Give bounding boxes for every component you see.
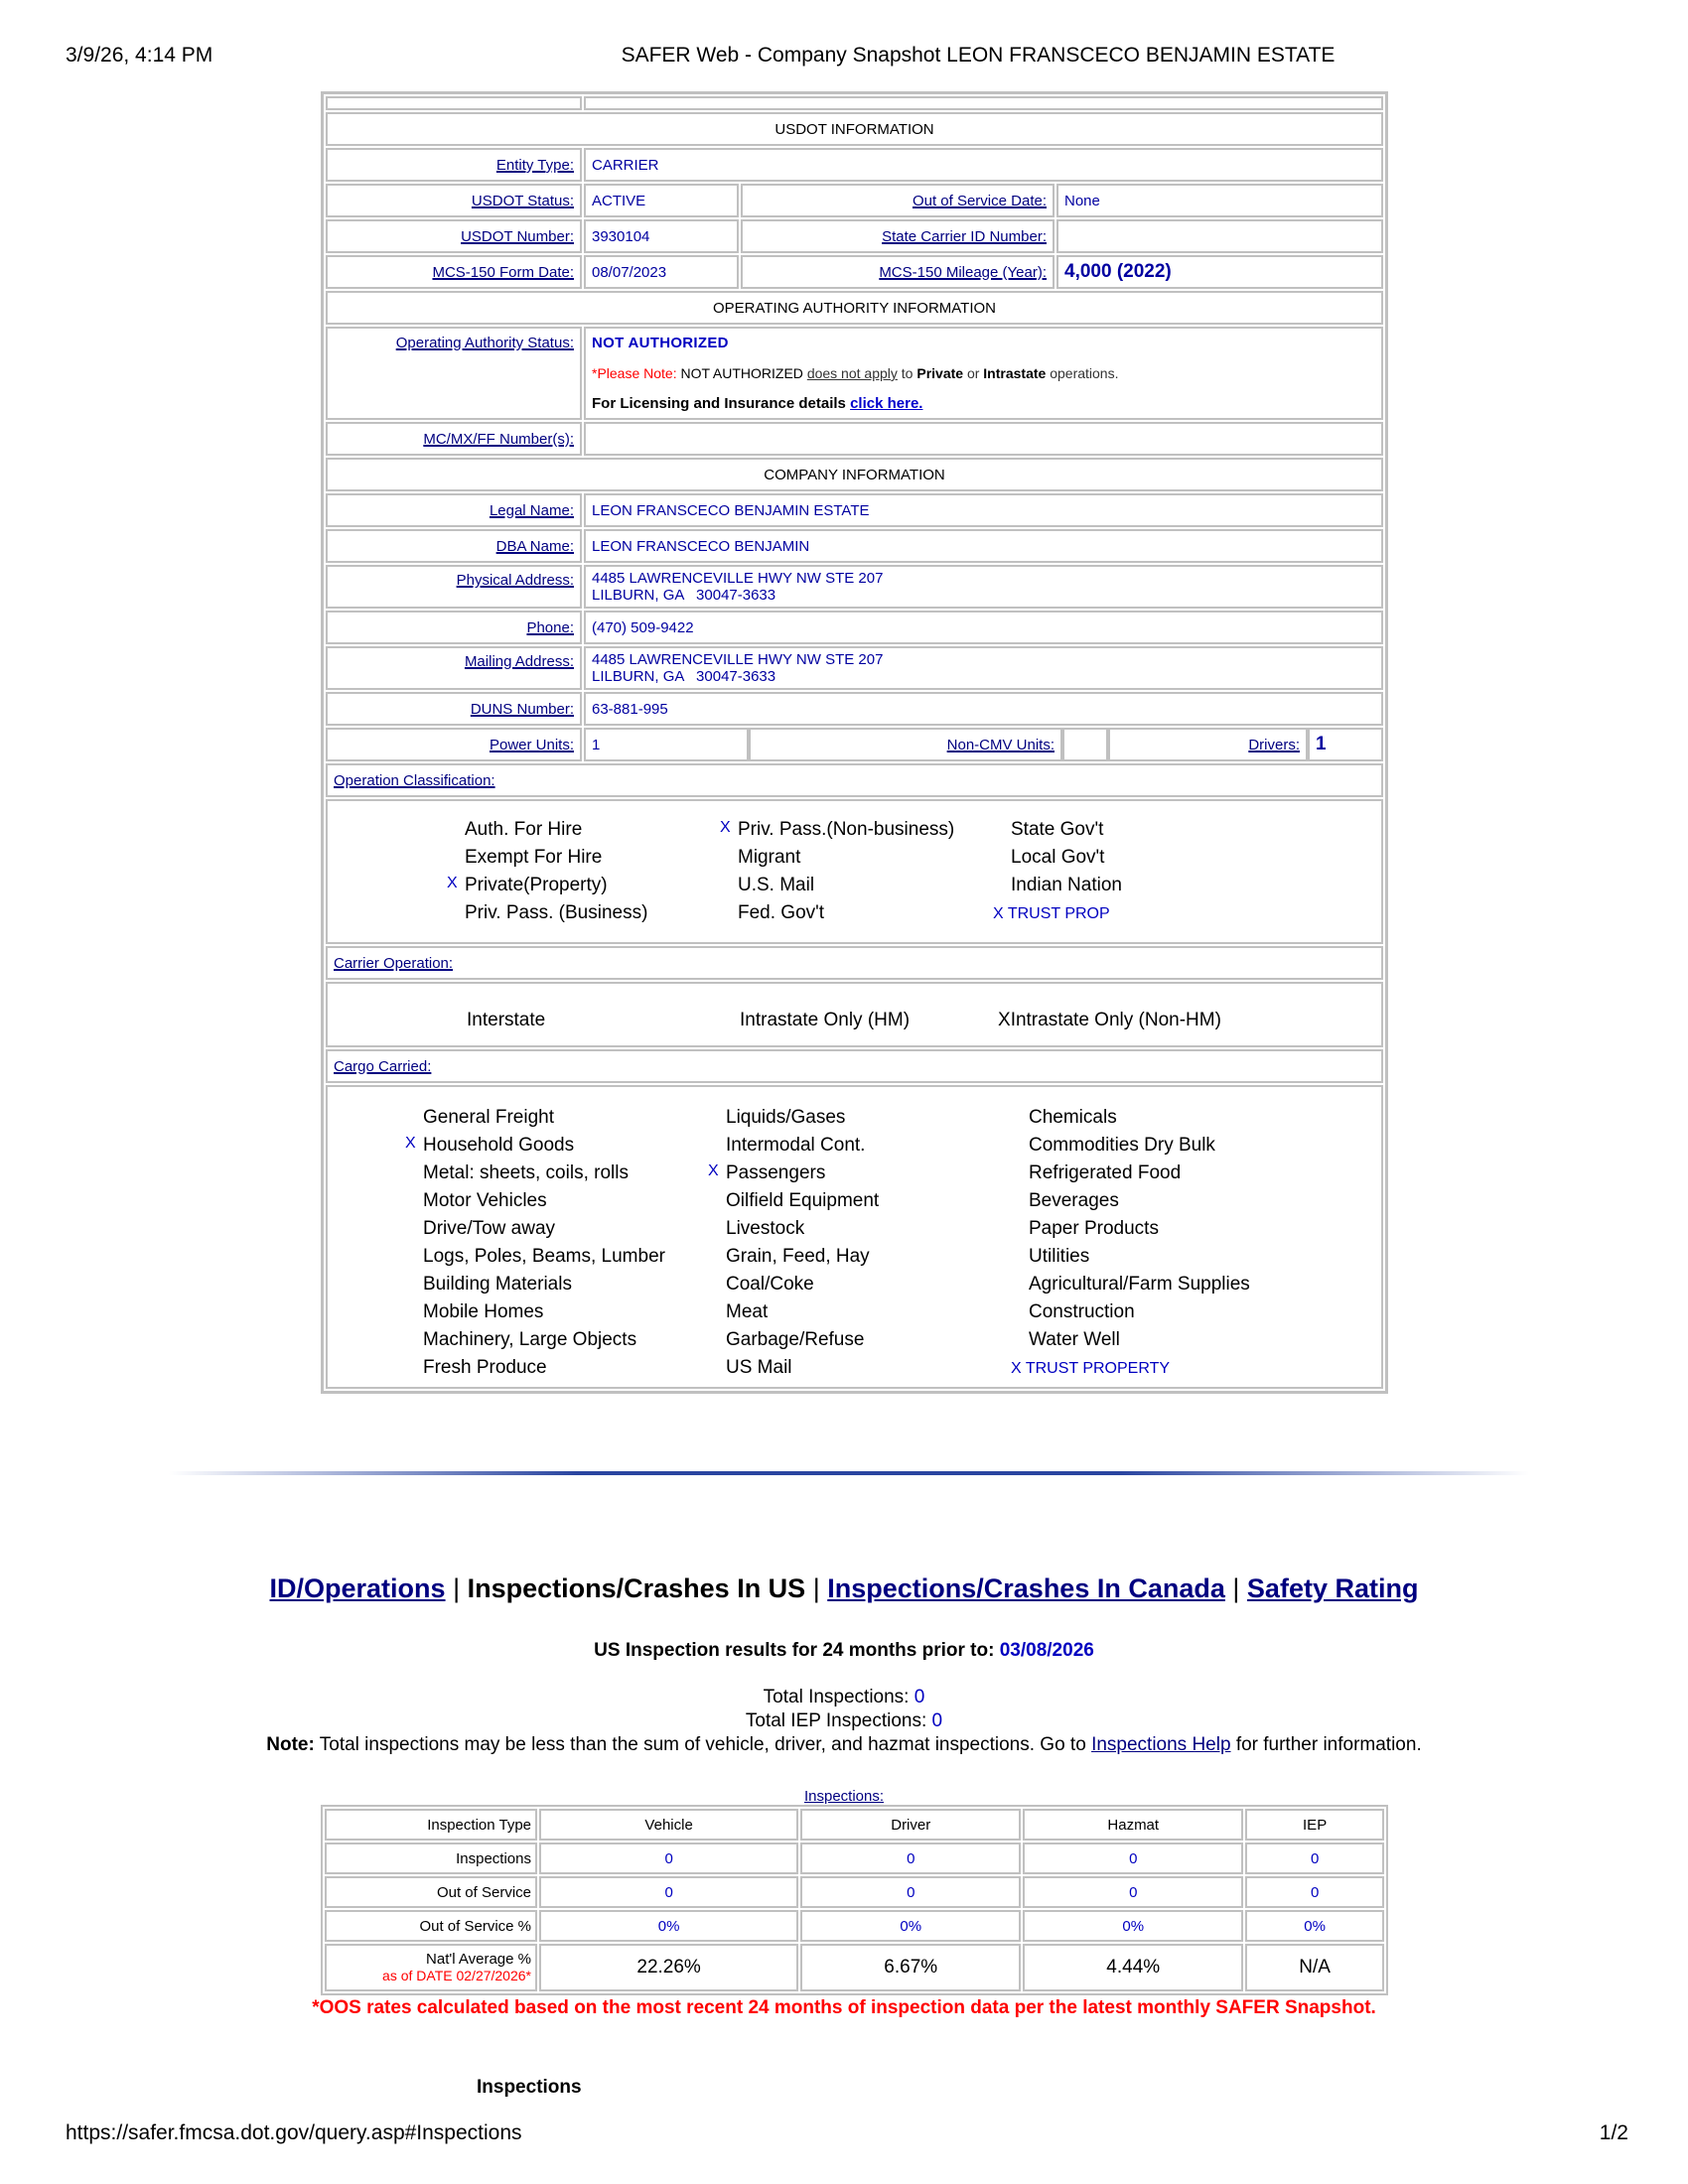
item-label: Passengers	[726, 1162, 826, 1183]
checked-mark-icon: X	[708, 1162, 719, 1179]
cargo-item	[708, 1162, 1011, 1184]
item-label: Building Materials	[423, 1274, 572, 1295]
usdot-section-title: USDOT INFORMATION	[326, 112, 1383, 146]
operation-classification-item	[447, 875, 720, 896]
col-header: Inspection Type	[325, 1809, 537, 1841]
cargo-item	[708, 1329, 1011, 1351]
cargo-item	[708, 1135, 1011, 1157]
nav-inspections-canada[interactable]: Inspections/Crashes In Canada	[827, 1573, 1225, 1603]
item-label: X TRUST PROPERTY	[1011, 1360, 1171, 1377]
does-not-apply-link[interactable]: does not apply	[806, 365, 898, 381]
authority-section-title: OPERATING AUTHORITY INFORMATION	[326, 291, 1383, 325]
item-label: X TRUST PROP	[993, 905, 1110, 922]
cargo-item	[1011, 1135, 1314, 1157]
mcs150-mileage-value: 4,000 (2022)	[1056, 255, 1383, 289]
operation-classification-list	[328, 801, 1381, 942]
item-label: Logs, Poles, Beams, Lumber	[423, 1246, 665, 1267]
item-label: U.S. Mail	[738, 875, 815, 895]
item-label: US Mail	[726, 1357, 792, 1378]
carrier-operation-item	[467, 1010, 740, 1031]
company-section-title: COMPANY INFORMATION	[326, 458, 1383, 491]
natl-average-row: Nat'l Average % as of DATE 02/27/2026* 22.26% 6.67% 4.44% N/A	[325, 1944, 1384, 1991]
cargo-carried-label[interactable]: Cargo Carried:	[334, 1057, 432, 1075]
cargo-item	[1011, 1218, 1314, 1240]
table-row: Inspections 0 0 0 0	[325, 1843, 1384, 1874]
duns-number-value: 63-881-995	[584, 692, 1383, 726]
nav-safety-rating[interactable]: Safety Rating	[1246, 1573, 1419, 1603]
operation-classification-item	[447, 902, 720, 924]
print-url: https://safer.fmcsa.dot.gov/query.asp#Inspections	[66, 2121, 522, 2144]
nav-inspections-us: Inspections/Crashes In US	[467, 1573, 806, 1603]
cargo-item	[405, 1357, 708, 1379]
dba-name-value: LEON FRANSCECO BENJAMIN	[584, 529, 1383, 563]
item-label: Interstate	[467, 1010, 546, 1030]
usdot-status-label[interactable]: USDOT Status:	[471, 192, 574, 209]
cargo-item	[405, 1107, 708, 1129]
item-label: Coal/Coke	[726, 1274, 814, 1295]
state-carrier-id-value	[1056, 219, 1383, 253]
non-cmv-units-value	[1060, 730, 1110, 759]
carrier-operation-label[interactable]: Carrier Operation:	[334, 954, 454, 972]
col-header: Vehicle	[539, 1809, 798, 1841]
cargo-item	[708, 1357, 1011, 1379]
inspections-caption-link[interactable]: Inspections:	[803, 1788, 885, 1805]
item-label: Metal: sheets, coils, rolls	[423, 1162, 629, 1183]
checked-mark-icon: X	[998, 1010, 1011, 1030]
usdot-number-label[interactable]: USDOT Number:	[461, 227, 574, 245]
operation-classification-item	[993, 819, 1266, 841]
non-cmv-units-label[interactable]: Non-CMV Units:	[946, 736, 1055, 753]
item-label: Water Well	[1029, 1329, 1120, 1350]
item-label: General Freight	[423, 1107, 555, 1128]
col-header: Hazmat	[1023, 1809, 1243, 1841]
item-label: Drive/Tow away	[423, 1218, 556, 1239]
print-page-title: SAFER Web - Company Snapshot LEON FRANSCECO BENJAMIN ESTATE	[621, 44, 1336, 67]
print-datetime: 3/9/26, 4:14 PM	[66, 44, 213, 67]
operation-classification-item	[993, 847, 1266, 869]
oos-date-value: None	[1056, 184, 1383, 217]
item-label: Priv. Pass.(Non-business)	[738, 819, 955, 840]
cargo-item	[405, 1274, 708, 1296]
checked-mark-icon: X	[405, 1135, 416, 1152]
oos-date-label[interactable]: Out of Service Date:	[912, 192, 1047, 209]
item-label: Migrant	[738, 847, 801, 868]
item-label: Grain, Feed, Hay	[726, 1246, 870, 1267]
total-inspections: Total Inspections: 0	[763, 1687, 925, 1707]
entity-type-label[interactable]: Entity Type:	[495, 156, 574, 174]
cargo-item	[405, 1162, 708, 1184]
cargo-item	[405, 1246, 708, 1268]
cargo-item	[708, 1301, 1011, 1323]
cargo-item	[1011, 1107, 1314, 1129]
col-header: Driver	[800, 1809, 1021, 1841]
mailing-address-value: 4485 LAWRENCEVILLE HWY NW STE 207 LILBURN, GA 30047-3633	[584, 646, 1383, 690]
carrier-operation-item	[740, 1010, 998, 1031]
operation-classification-item	[720, 847, 993, 869]
cargo-item	[1011, 1274, 1314, 1296]
mc-number-value	[584, 422, 1383, 456]
item-label: Exempt For Hire	[465, 847, 603, 868]
usdot-number-value: 3930104	[584, 219, 739, 253]
print-page-number: 1/2	[1599, 2121, 1628, 2144]
item-label: Motor Vehicles	[423, 1190, 547, 1211]
power-units-value: 1	[586, 730, 751, 759]
table-row: Out of Service 0 0 0 0	[325, 1876, 1384, 1908]
phone-label[interactable]: Phone:	[526, 618, 574, 636]
inspection-results-title: US Inspection results for 24 months prior to: 03/08/2026	[594, 1640, 1094, 1661]
item-label: Indian Nation	[1011, 875, 1122, 895]
cargo-item	[405, 1135, 708, 1157]
cargo-item	[708, 1274, 1011, 1296]
inspections-help-link[interactable]: Inspections Help	[1091, 1734, 1231, 1755]
snapshot-nav: ID/Operations | Inspections/Crashes In US | Inspections/Crashes In Canada | Safety Rating	[269, 1573, 1419, 1603]
item-label: Mobile Homes	[423, 1301, 544, 1322]
item-label: Private(Property)	[465, 875, 608, 895]
col-header: IEP	[1245, 1809, 1384, 1841]
item-label: Commodities Dry Bulk	[1029, 1135, 1215, 1156]
carrier-operation-item	[998, 1010, 1296, 1031]
item-label: Household Goods	[423, 1135, 575, 1156]
mcs150-mileage-label[interactable]: MCS-150 Mileage (Year):	[879, 263, 1047, 281]
item-label: Chemicals	[1029, 1107, 1117, 1128]
mcs150-date-label[interactable]: MCS-150 Form Date:	[432, 263, 574, 281]
item-label: Liquids/Gases	[726, 1107, 846, 1128]
authority-note: *Please Note: NOT AUTHORIZED does not apply to Private or Intrastate operations.	[592, 365, 1119, 381]
inspections-table	[321, 1805, 1388, 1995]
cargo-item	[405, 1190, 708, 1212]
item-label: Garbage/Refuse	[726, 1329, 865, 1350]
item-label: Priv. Pass. (Business)	[465, 902, 648, 923]
duns-number-label[interactable]: DUNS Number:	[470, 700, 574, 718]
cargo-item	[405, 1218, 708, 1240]
dba-name-label[interactable]: DBA Name:	[495, 537, 574, 555]
company-snapshot-table	[321, 91, 1388, 1394]
item-label: Utilities	[1029, 1246, 1090, 1267]
oos-rates-note: *OOS rates calculated based on the most recent 24 months of inspection data per the latest monthly SAFER Snapshot.	[312, 1997, 1376, 2018]
operation-classification-item	[720, 819, 993, 841]
power-units-label[interactable]: Power Units:	[489, 736, 574, 753]
usdot-status-value: ACTIVE	[584, 184, 739, 217]
authority-status-label[interactable]: Operating Authority Status:	[395, 335, 574, 351]
item-label: Intermodal Cont.	[726, 1135, 866, 1156]
section-divider	[169, 1471, 1529, 1475]
state-carrier-id-label[interactable]: State Carrier ID Number:	[882, 227, 1047, 245]
cargo-item	[1011, 1329, 1314, 1351]
cargo-item	[708, 1107, 1011, 1129]
cargo-item	[1011, 1246, 1314, 1268]
item-label: Fresh Produce	[423, 1357, 547, 1378]
legal-name-value: LEON FRANSCECO BENJAMIN ESTATE	[584, 493, 1383, 527]
licensing-click-here-link[interactable]: click here.	[850, 395, 923, 412]
item-label: State Gov't	[1011, 819, 1104, 840]
item-label: Intrastate Only (HM)	[740, 1010, 911, 1030]
item-label: Machinery, Large Objects	[423, 1329, 637, 1350]
natl-average-date: as of DATE 02/27/2026*	[382, 1968, 531, 1983]
item-label: Intrastate Only (Non-HM)	[1010, 1010, 1221, 1030]
item-label: Beverages	[1029, 1190, 1119, 1211]
authority-status-value: NOT AUTHORIZED	[592, 335, 729, 351]
item-label: Paper Products	[1029, 1218, 1159, 1239]
licensing-line: For Licensing and Insurance details click here.	[592, 395, 923, 412]
cargo-item	[1011, 1190, 1314, 1212]
physical-address-label[interactable]: Physical Address:	[456, 572, 574, 589]
carrier-operation-list	[328, 984, 1381, 1045]
operation-classification-item	[720, 875, 993, 896]
mailing-address-label[interactable]: Mailing Address:	[464, 653, 574, 670]
item-label: Meat	[726, 1301, 769, 1322]
mcs150-date-value: 08/07/2023	[584, 255, 739, 289]
operation-classification-item	[720, 902, 993, 924]
mc-number-label[interactable]: MC/MX/FF Number(s):	[423, 430, 574, 448]
operation-classification-item	[993, 902, 1266, 924]
cargo-item	[1011, 1162, 1314, 1184]
drivers-label[interactable]: Drivers:	[1248, 736, 1300, 753]
cargo-item	[1011, 1301, 1314, 1323]
inspections-note: Note: Total inspections may be less than the sum of vehicle, driver, and hazmat inspections. Go to Inspections Help for further information.	[266, 1734, 1422, 1755]
item-label: Agricultural/Farm Supplies	[1029, 1274, 1250, 1295]
operation-classification-label[interactable]: Operation Classification:	[334, 771, 495, 789]
cargo-carried-list	[328, 1087, 1381, 1387]
item-label: Oilfield Equipment	[726, 1190, 880, 1211]
cargo-item	[708, 1190, 1011, 1212]
checked-mark-icon: X	[720, 819, 731, 836]
inspections-header-row	[325, 1809, 1384, 1841]
cargo-item	[1011, 1357, 1314, 1379]
operation-classification-item	[993, 875, 1266, 896]
item-label: Livestock	[726, 1218, 805, 1239]
cargo-item	[708, 1218, 1011, 1240]
item-label: Construction	[1029, 1301, 1135, 1322]
table-row: Out of Service % 0% 0% 0% 0%	[325, 1910, 1384, 1942]
nav-id-operations[interactable]: ID/Operations	[269, 1573, 446, 1603]
total-iep-inspections: Total IEP Inspections: 0	[745, 1710, 943, 1731]
legal-name-label[interactable]: Legal Name:	[489, 501, 574, 519]
drivers-value: 1	[1306, 730, 1381, 759]
item-label: Fed. Gov't	[738, 902, 825, 923]
phone-value: (470) 509-9422	[584, 611, 1383, 644]
item-label: Auth. For Hire	[465, 819, 583, 840]
operation-classification-item	[447, 819, 720, 841]
inspections-subheading: Inspections	[477, 2077, 582, 2098]
cargo-item	[708, 1246, 1011, 1268]
inspection-totals	[0, 1686, 1688, 1757]
item-label: Refrigerated Food	[1029, 1162, 1182, 1183]
cargo-item	[405, 1329, 708, 1351]
physical-address-value: 4485 LAWRENCEVILLE HWY NW STE 207 LILBURN, GA 30047-3633	[584, 565, 1383, 609]
checked-mark-icon: X	[447, 875, 458, 891]
entity-type-value: CARRIER	[584, 148, 1383, 182]
cargo-item	[405, 1301, 708, 1323]
operation-classification-item	[447, 847, 720, 869]
item-label: Local Gov't	[1011, 847, 1105, 868]
